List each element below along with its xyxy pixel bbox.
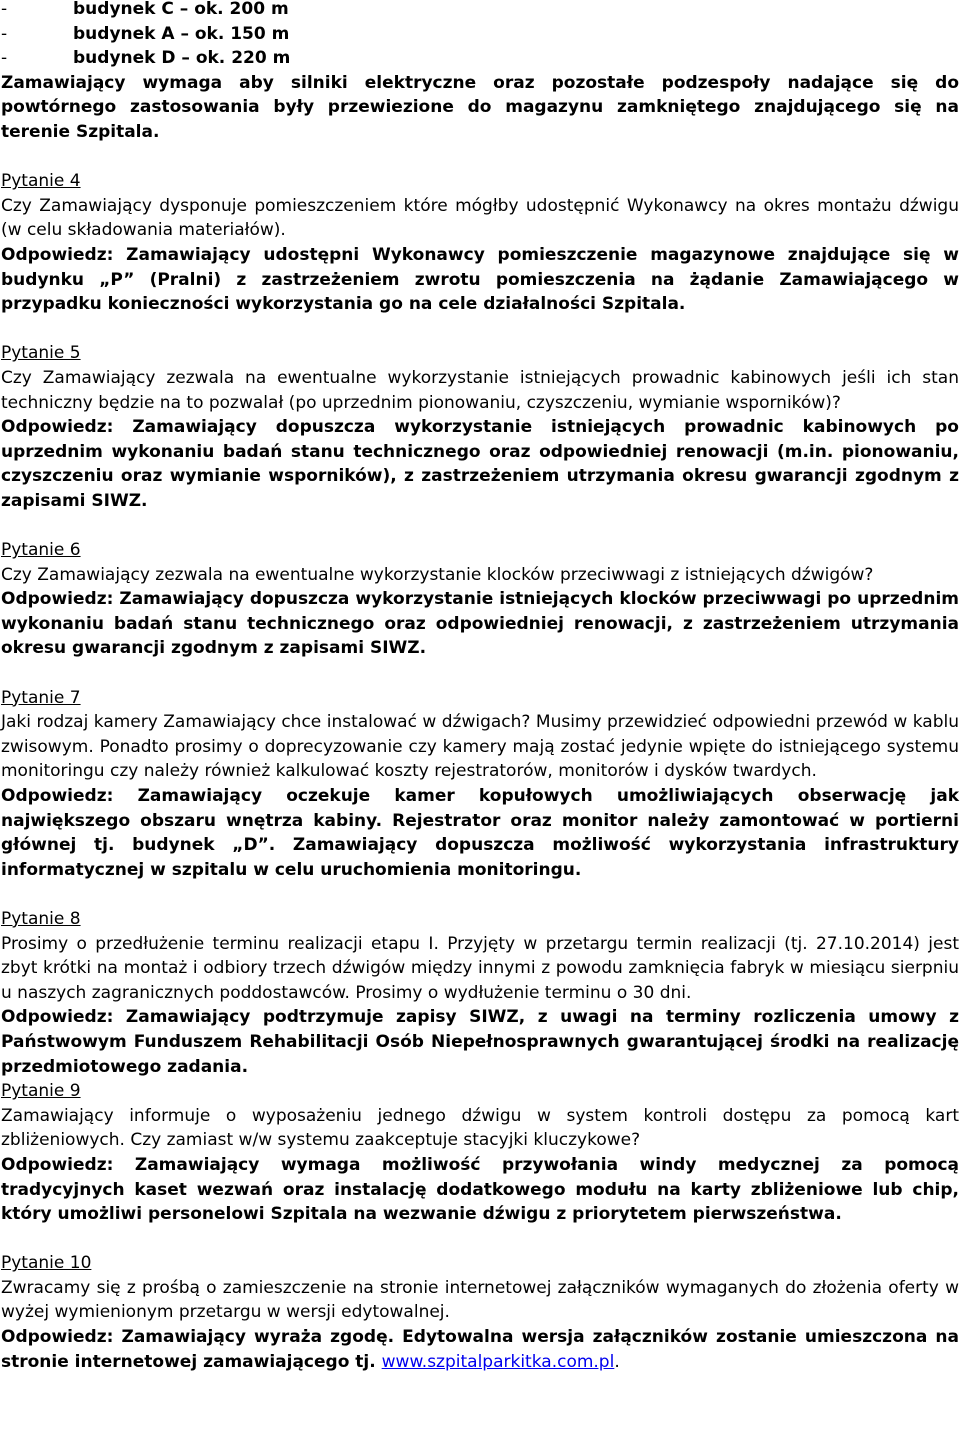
question-10 [1,1251,959,1374]
question-title: Pytanie 8 [1,908,81,929]
answer-text: Odpowiedz: Zamawiający podtrzymuje zapisy SIWZ, z uwagi na terminy rozliczenia umowy z Państwowym Funduszem Rehabilitacji Osób Niepełnosprawnych gwarantującej środki na realizację przedmiotowego zadania. [1,1007,959,1077]
question-title: Pytanie 7 [1,687,81,708]
question-text: Zwracamy się z prośbą o zamieszczenie na stronie internetowej załączników wymaganych do złożenia oferty w wyżej wymienionym przetargu w wersji edytowalnej. [1,1277,959,1323]
hospital-website-link[interactable]: www.szpitalparkitka.com.pl [381,1351,615,1372]
question-text: Czy Zamawiający zezwala na ewentualne wykorzystanie klocków przeciwwagi z istniejących dźwigów? [1,564,874,585]
question-text: Prosimy o przedłużenie terminu realizacji etapu I. Przyjęty w przetargu termin realizacji (tj. 27.10.2014) jest zbyt krótki na montaż i odbiory trzech dźwigów między innymi z powodu zamknięcia fabryk w miesiącu sierpniu u naszych zagranicznych poddostawców. Prosimy o wydłużenie terminu o 30 dni. [1,933,959,1003]
question-4 [1,169,959,317]
answer-text: Odpowiedz: Zamawiający oczekuje kamer kopułowych umożliwiających obserwację jak największego obszaru wnętrza kabiny. Rejestrator oraz monitor należy zamontować w portierni głównej tj. budynek „D”. Zamawiający dopuszcza możliwość wykorzystania infrastruktury informatycznej w szpitalu w celu uruchomienia monitoringu. [1,786,959,880]
question-text: Czy Zamawiający dysponuje pomieszczeniem które mógłby udostępnić Wykonawcy na okres montażu dźwigu (w celu składowania materiałów). [1,195,959,241]
question-9 [1,1079,959,1227]
answer-text: Odpowiedz: Zamawiający wyraża zgodę. Edytowalna wersja załączników zostanie umieszczona na stronie internetowej zamawiającego tj. [1,1327,959,1372]
document-page [1,0,959,1374]
question-8 [1,907,959,1079]
question-title: Pytanie 4 [1,171,81,192]
bullet-dash: - [1,48,8,69]
answer-paragraph [1,1325,959,1374]
answer-text: Odpowiedz: Zamawiający udostępni Wykonawcy pomieszczenie magazynowe znajdujące się w budynku „P” (Pralni) z zastrzeżeniem zwrotu pomieszczenia na żądanie Zamawiającego w przypadku konieczności wykorzystania go na cele działalności Szpitala. [1,244,959,315]
question-title: Pytanie 10 [1,1253,92,1274]
list-item-text: budynek C – ok. 200 m [73,0,289,19]
list-item-text: budynek A – ok. 150 m [73,23,290,44]
answer-text: Odpowiedz: Zamawiający wymaga możliwość przywołania windy medycznej za pomocą tradycyjnych kaset wezwań oraz instalację dodatkowego modułu na karty zbliżeniowe lub chip, który umożliwi personelowi Szpitala na wezwanie dźwigu z priorytetem pierwszeństwa. [1,1154,959,1225]
question-6 [1,538,959,661]
question-text: Zamawiający informuje o wyposażeniu jednego dźwigu w system kontroli dostępu za pomocą kart zbliżeniowych. Czy zamiast w/w systemu zaakceptuje stacyjki kluczykowe? [1,1105,959,1151]
bullet-dash: - [1,23,8,44]
question-7 [1,686,959,883]
question-text: Jaki rodzaj kamery Zamawiający chce instalować w dźwigach? Musimy przewidzieć odpowiedni przewód w kablu zwisowym. Ponadto prosimy o doprecyzowanie czy kamery mają zostać jedynie wpięte do istniejącego systemu monitoringu czy należy również kalkulować koszty rejestratorów, monitorów i dysków twardych. [1,712,959,782]
intro-note: Zamawiający wymaga aby silniki elektryczne oraz pozostałe podzespoły nadające się do powtórnego zastosowania były przewiezione do magazynu zamkniętego znajdującego się na terenie Szpitala. [1,72,959,142]
list-item [1,22,959,47]
link-suffix: . [614,1351,620,1372]
question-title: Pytanie 5 [1,343,81,364]
question-text: Czy Zamawiający zezwala na ewentualne wykorzystanie istniejących prowadnic kabinowych jeśli ich stan techniczny będzie na to pozwalał (po uprzednim pionowaniu, czyszczeniu, wymianie wsporników)? [1,367,959,413]
answer-text: Odpowiedz: Zamawiający dopuszcza wykorzystanie istniejących klocków przeciwwagi po uprzednim wykonaniu badań stanu technicznego oraz odpowiedniej renowacji, z zastrzeżeniem utrzymania okresu gwarancji zgodnym z zapisami SIWZ. [1,589,959,659]
question-5 [1,341,959,513]
list-item-text: budynek D – ok. 220 m [73,48,291,69]
answer-text: Odpowiedz: Zamawiający dopuszcza wykorzystanie istniejących prowadnic kabinowych po uprzednim wykonaniu badań stanu technicznego oraz odpowiedniej renowacji (m.in. pionowaniu, czyszczeniu oraz wymianie wsporników), z zastrzeżeniem utrzymania okresu gwarancji zgodnym z zapisami SIWZ. [1,417,959,511]
question-title: Pytanie 9 [1,1081,81,1102]
list-item [1,46,959,71]
list-item [1,0,959,22]
question-title: Pytanie 6 [1,540,81,561]
bullet-dash: - [1,0,8,19]
building-distance-list [1,0,959,71]
